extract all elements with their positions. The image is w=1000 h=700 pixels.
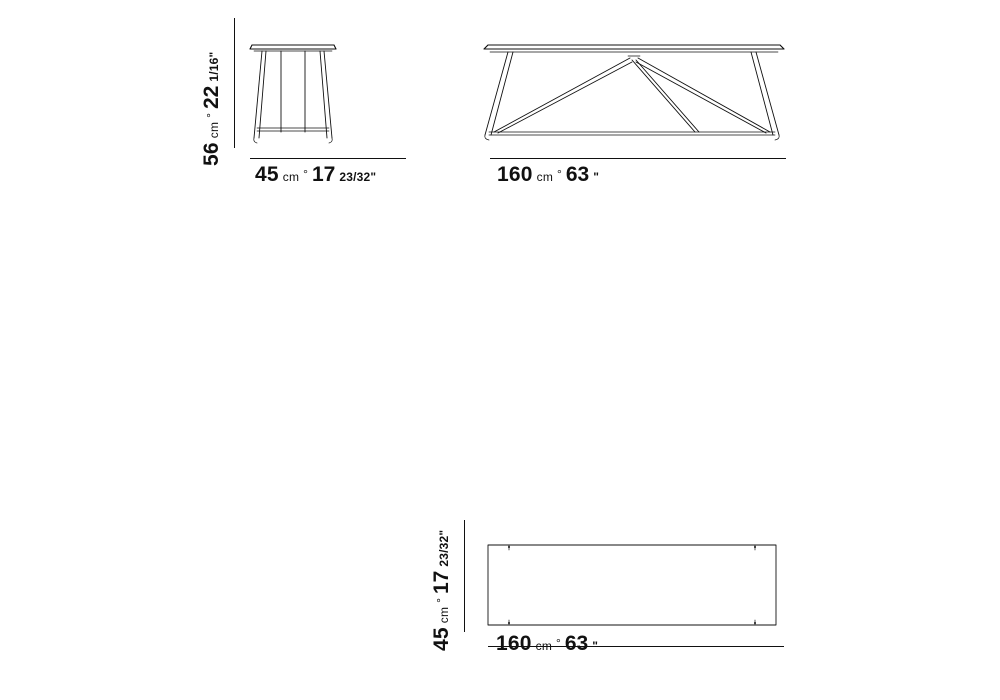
dimension-value-metric: 45 [430,627,453,651]
dimension-separator: ° [204,113,218,118]
dimension-fraction-imperial: 23/32" [339,170,377,184]
dimension-value-imperial: 63 [565,163,590,186]
dimension-unit-metric: cm [536,170,554,184]
dimension-separator: ° [434,598,448,603]
dimension-fraction-imperial: 1/16" [207,51,221,82]
dimension-front-width [497,164,599,185]
dimension-side-height [201,52,222,166]
dimension-unit-metric: cm [535,639,553,653]
dimension-side-width [255,164,376,185]
dimension-unit-metric: cm [282,170,300,184]
dimension-plan-depth [431,530,452,651]
dimension-fraction-imperial: " [593,170,600,184]
dimension-fraction-imperial: 23/32" [437,529,451,567]
dimension-line-front-width [490,158,786,159]
front-elevation-view [480,40,790,150]
side-elevation-drawing [248,40,348,150]
dimension-line-plan-depth [464,520,465,632]
dimension-plan-width [496,633,598,654]
dimension-value-metric: 160 [496,632,532,655]
side-elevation-view [248,40,348,150]
dimension-value-imperial: 17 [311,163,336,186]
top-plan-view [487,540,777,630]
front-elevation-drawing [480,40,790,150]
dimension-separator: ° [556,636,561,650]
dimension-unit-metric: cm [207,121,221,139]
dimension-fraction-imperial: " [592,639,599,653]
dimension-value-imperial: 17 [430,570,453,595]
dimension-value-metric: 56 [200,142,223,166]
dimension-value-imperial: 63 [564,632,589,655]
dimension-line-side-height [234,18,235,148]
dimension-value-metric: 45 [255,163,279,186]
dimension-value-metric: 160 [497,163,533,186]
dimension-unit-metric: cm [437,606,451,624]
dimension-line-side-width [250,158,406,159]
dimension-separator: ° [303,167,308,181]
dimension-value-imperial: 22 [200,85,223,110]
top-plan-drawing [487,540,777,630]
dimension-separator: ° [557,167,562,181]
